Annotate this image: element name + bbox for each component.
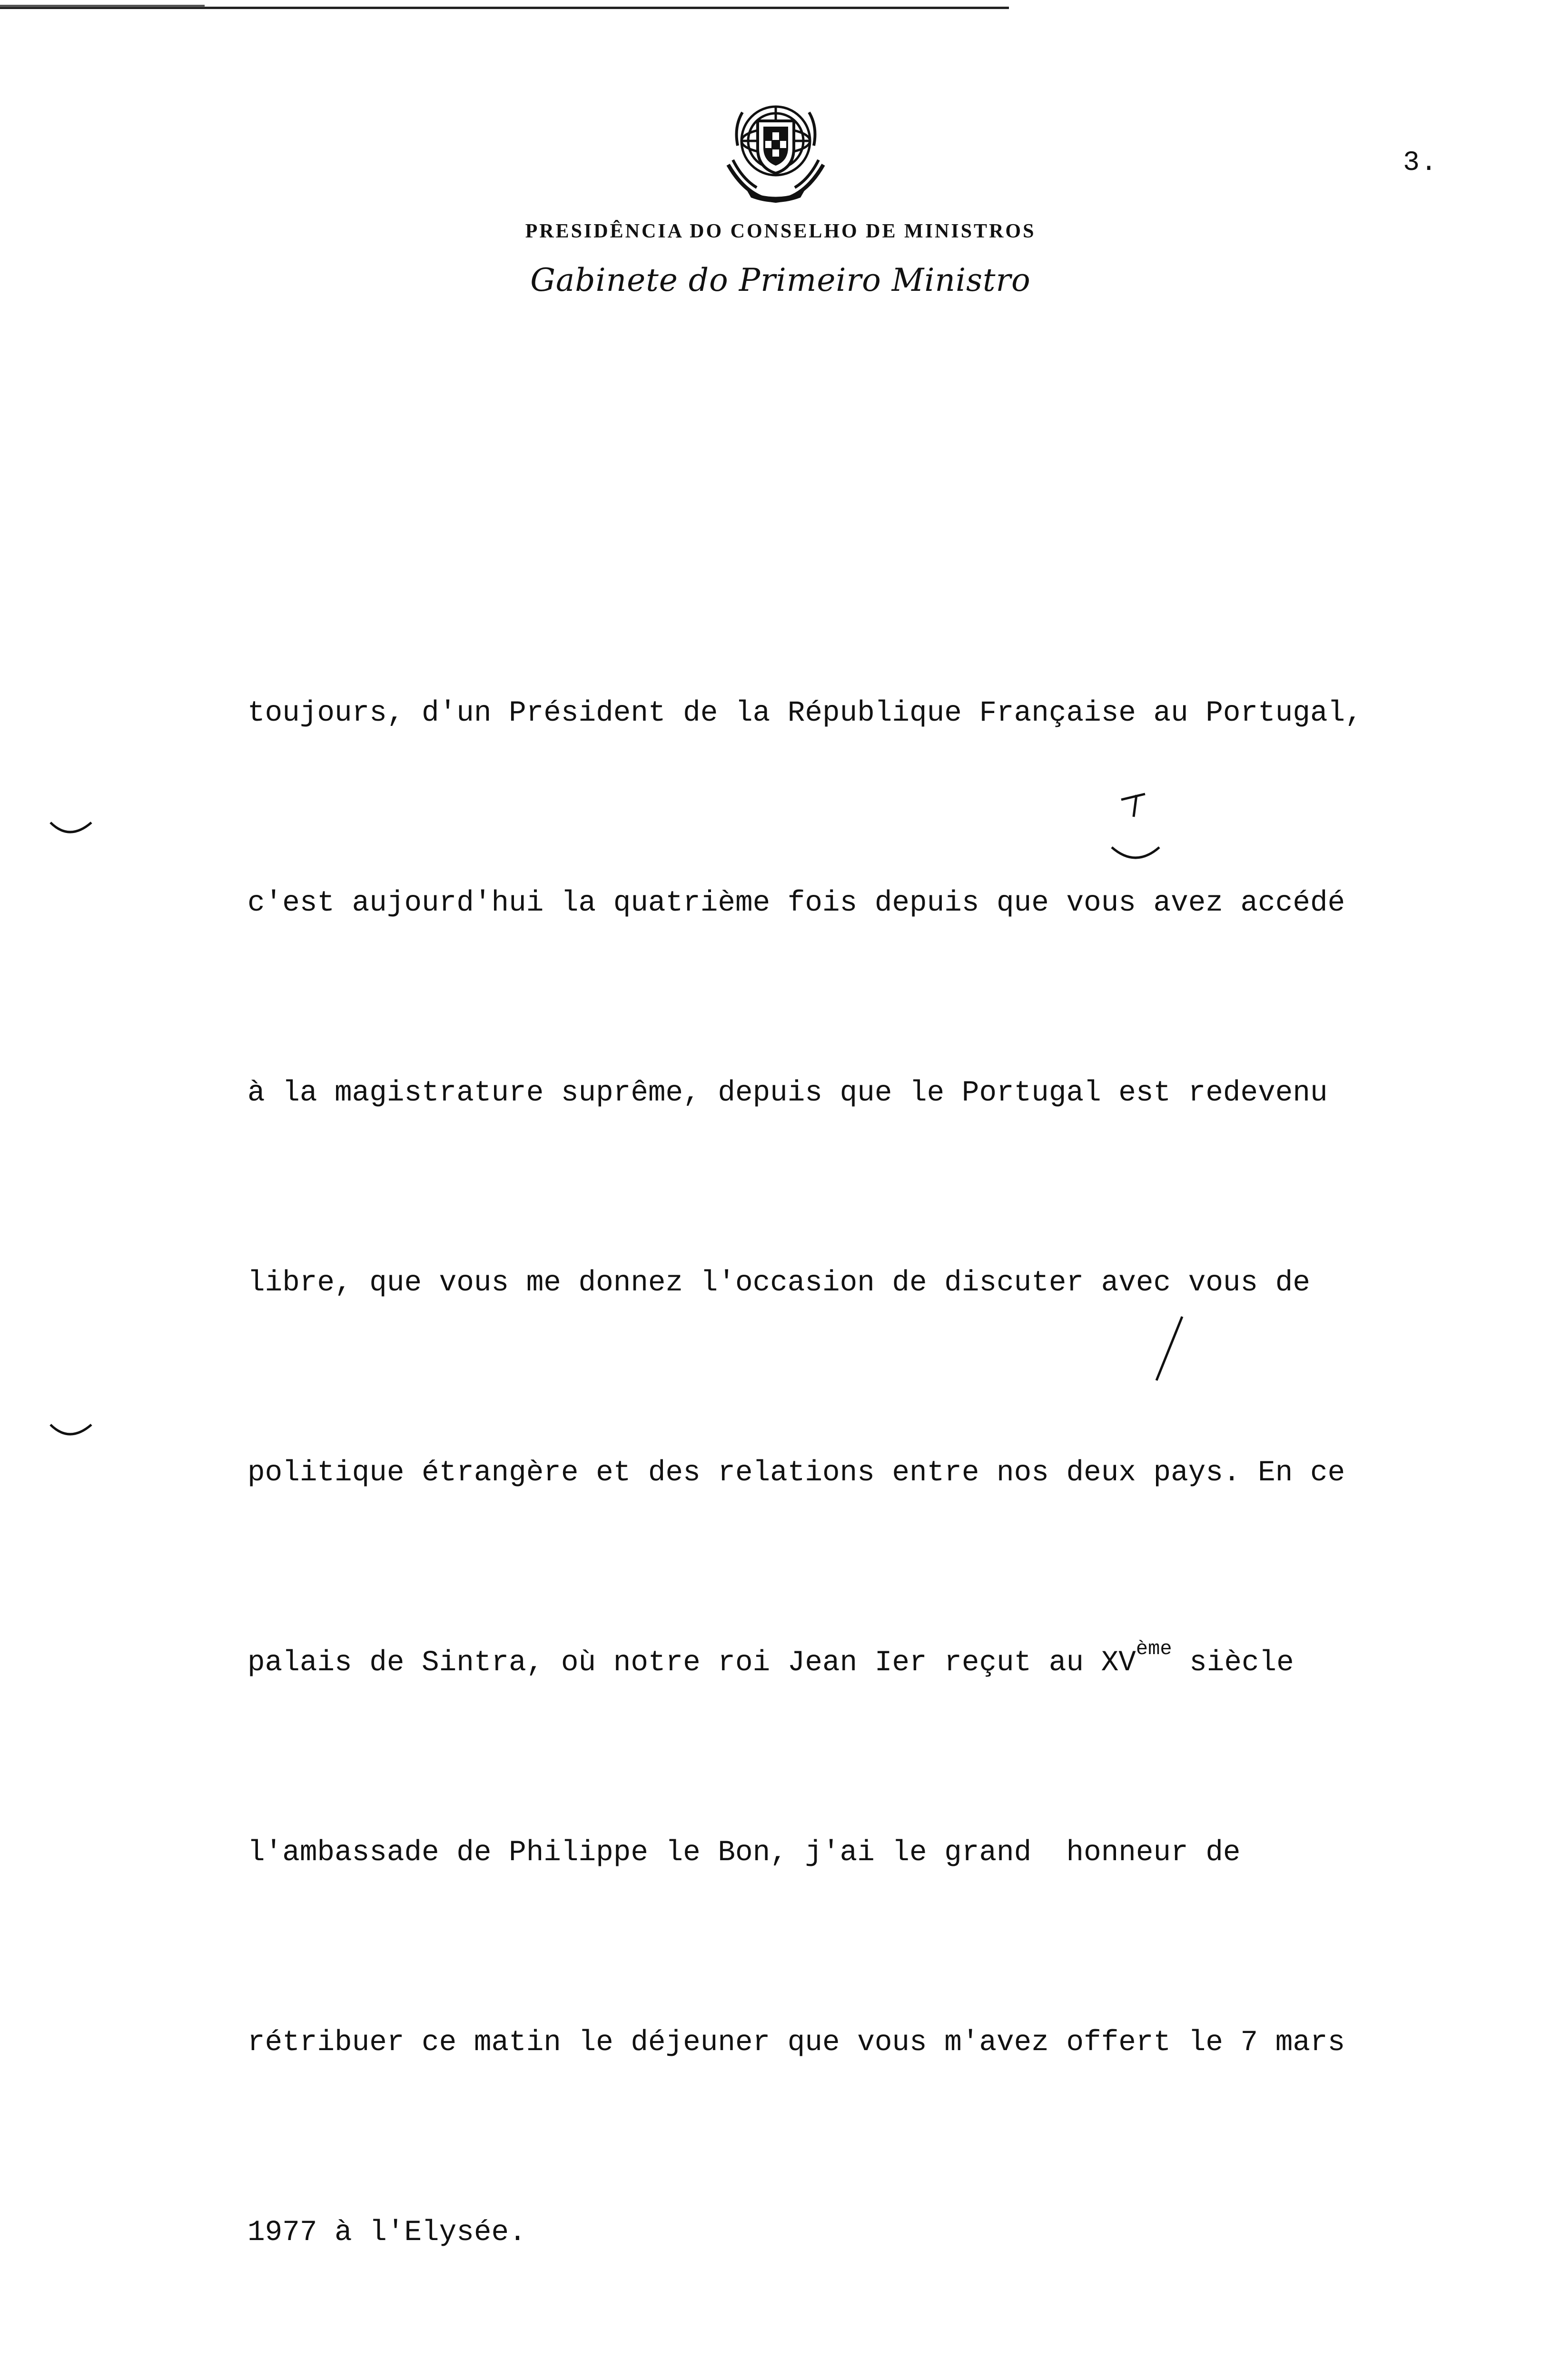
text-fragment: palais de Sintra, où notre roi Jean Ier reçut au XV <box>247 1646 1136 1679</box>
text-line: à la magistrature suprême, depuis que le Portugal est redevenu <box>247 1077 1328 1110</box>
superscript: ème <box>1136 1637 1172 1660</box>
text-line: libre, que vous me donnez l'occasion de discuter avec vous de <box>247 1267 1310 1299</box>
paragraph-1 <box>247 555 1532 2380</box>
strike-mark-icon <box>1152 1314 1190 1385</box>
margin-mark-icon <box>48 1421 95 1445</box>
letter-body <box>247 428 1532 2380</box>
text-line: l'ambassade de Philippe le Bon, j'ai le grand honneur de <box>247 1836 1241 1869</box>
text-line: toujours, d'un Président de la République Française au Portugal, <box>247 697 1363 730</box>
text-line: rétribuer ce matin le déjeuner que vous m'avez offert le 7 mars <box>247 2026 1345 2059</box>
text-line: 1977 à l'Elysée. <box>247 2216 526 2249</box>
text-line <box>247 1631 1532 1695</box>
page-number: 3. <box>1403 148 1438 178</box>
top-rule-shadow <box>0 5 205 7</box>
margin-mark-icon <box>48 819 95 843</box>
text-fragment: siècle <box>1172 1646 1294 1679</box>
office-header: PRESIDÊNCIA DO CONSELHO DE MINISTROS <box>525 220 1036 242</box>
cabinet-header: Gabinete do Primeiro Ministro <box>530 262 1031 298</box>
coat-of-arms-icon <box>714 93 838 208</box>
text-line: politique étrangère et des relations entre nos deux pays. En ce <box>247 1457 1345 1489</box>
insertion-mark-icon <box>1107 790 1164 876</box>
text-line: c'est aujourd'hui la quatrième fois depuis que vous avez accédé <box>247 887 1345 920</box>
